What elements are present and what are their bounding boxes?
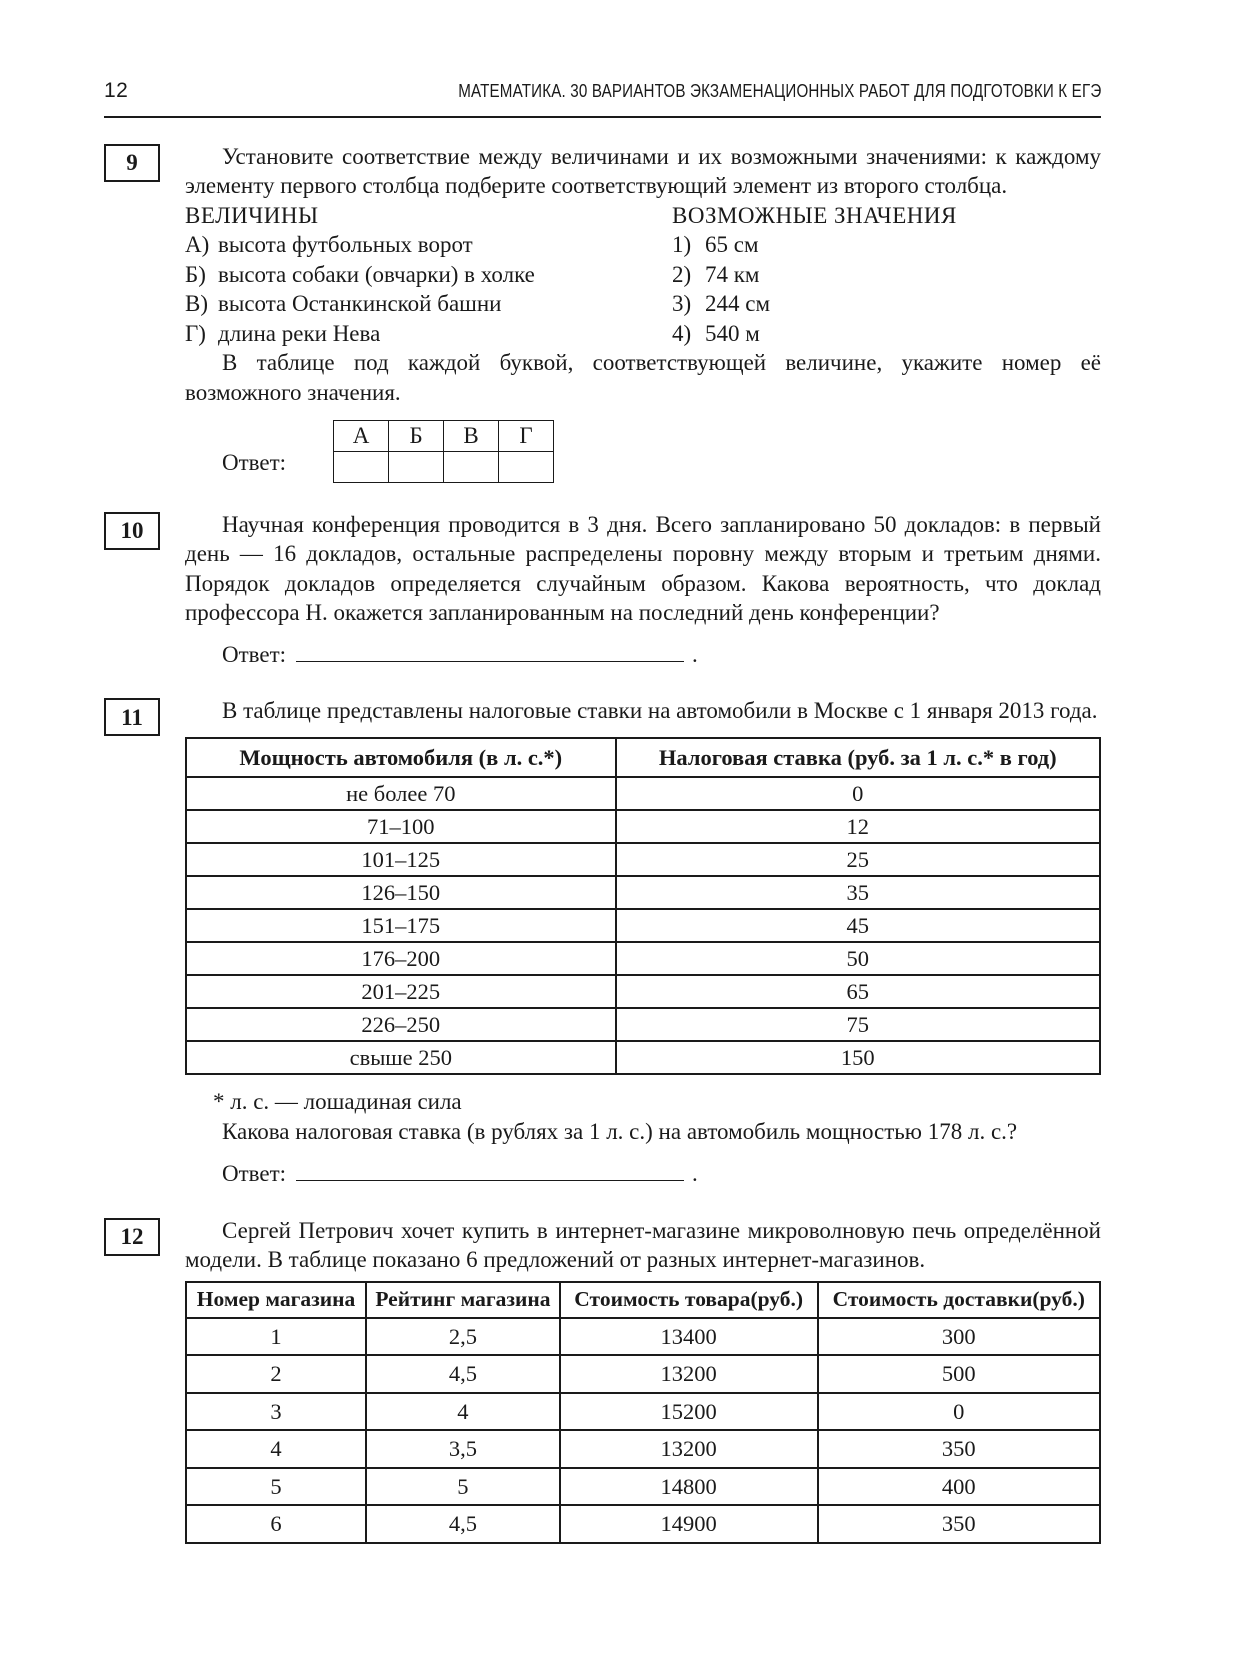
problem-11-number-box: 11 [104, 698, 160, 736]
table-cell: 65 [616, 975, 1100, 1008]
table-cell: 13200 [560, 1355, 818, 1393]
possible-values-header: ВОЗМОЖНЫЕ ЗНАЧЕНИЯ [672, 202, 957, 228]
quantity-item-label: Г) [185, 320, 206, 346]
possible-values-column [672, 201, 1101, 349]
answer-label: Ответ: [222, 1161, 287, 1187]
value-item [672, 260, 1101, 290]
value-item [672, 289, 1101, 319]
answer-grid-blank-cell [334, 451, 389, 482]
value-item-label: 3) [672, 291, 692, 316]
table-row [186, 843, 1100, 876]
table-row [186, 1041, 1100, 1074]
problem-10-text: Научная конференция проводится в 3 дня. Всего запланировано 50 докладов: в первый день — 16 докладов, остальные распределены поровну между вторым и третьим днями. Порядок докладов определяется случайным образом. Какова вероятность, что доклад профессора Н. окажется запланированным на последний день конференции? [185, 511, 1101, 625]
problem-10-number-box: 10 [104, 512, 160, 550]
answer-grid-blank-cell [444, 451, 499, 482]
value-item [672, 319, 1101, 349]
table-cell: 4 [186, 1430, 366, 1468]
table-cell: 14800 [560, 1468, 818, 1506]
table-cell: 25 [616, 843, 1100, 876]
answer-label: Ответ: [222, 450, 287, 475]
problem-10-answer-line [185, 637, 1101, 670]
table-cell: 201–225 [186, 975, 616, 1008]
problem-12-body [185, 1216, 1101, 1544]
table-cell: 126–150 [186, 876, 616, 909]
answer-grid-blank-cell [499, 451, 554, 482]
tax-rate-table [185, 737, 1101, 1075]
value-item-label: 4) [672, 320, 692, 346]
table-cell: 13400 [560, 1318, 818, 1356]
table-row [186, 975, 1100, 1008]
table-cell: 35 [616, 876, 1100, 909]
problem-9-answer-block [185, 420, 1101, 483]
quantity-item-text: длина реки Нева [218, 320, 381, 346]
table-cell: 15200 [560, 1393, 818, 1431]
answer-grid-header-cell: В [444, 421, 499, 452]
tax-table-header-cell: Налоговая ставка (руб. за 1 л. с.* в год) [616, 738, 1100, 777]
table-cell: 4,5 [366, 1505, 560, 1543]
table-cell: 176–200 [186, 942, 616, 975]
value-item-label: 1) [672, 232, 692, 257]
table-cell: 226–250 [186, 1008, 616, 1041]
table-row [186, 1318, 1100, 1356]
table-cell: 3 [186, 1393, 366, 1431]
table-cell: 3,5 [366, 1430, 560, 1468]
value-item [672, 230, 1101, 260]
problem-12-intro: Сергей Петрович хочет купить в интернет-магазине микроволновую печь определённой модели. В таблице показано 6 предложений от разных интернет-магазинов. [185, 1217, 1101, 1273]
table-cell: не более 70 [186, 777, 616, 810]
page-number: 12 [104, 79, 129, 102]
answer-blank [296, 637, 684, 662]
quantity-item-text: высота собаки (овчарки) в холке [218, 261, 535, 287]
quantity-item [185, 319, 672, 349]
value-item-text: 65 см [705, 232, 759, 257]
shop-table-header-row [186, 1282, 1100, 1318]
quantities-column [185, 201, 672, 349]
tax-table-header-cell: Мощность автомобиля (в л. с.*) [186, 738, 616, 777]
table-cell: 75 [616, 1008, 1100, 1041]
table-cell: 151–175 [186, 909, 616, 942]
page-header [104, 0, 1101, 106]
problem-12-number-box: 12 [104, 1218, 160, 1256]
quantity-item-text: высота футбольных ворот [218, 232, 473, 257]
table-cell: 14900 [560, 1505, 818, 1543]
table-row [186, 1505, 1100, 1543]
table-row [186, 942, 1100, 975]
running-head-title: МАТЕМАТИКА. 30 ВАРИАНТОВ ЭКЗАМЕНАЦИОННЫХ РАБОТ ДЛЯ ПОДГОТОВКИ К ЕГЭ [457, 80, 1101, 101]
quantity-item-label: В) [185, 291, 208, 316]
table-row [186, 1430, 1100, 1468]
value-item-text: 540 м [705, 320, 760, 346]
horsepower-footnote: * л. с. — лошадиная сила [213, 1088, 462, 1114]
problem-11-answer-line [185, 1156, 1101, 1189]
table-cell: 400 [818, 1468, 1100, 1506]
table-cell: 2 [186, 1355, 366, 1393]
shop-table-header-cell: Номер магазина [186, 1282, 366, 1318]
problem-9-intro: Установите соответствие между величинами и их возможными значениями: к каждому элементу первого столбца подберите соответствующий элемент из второго столбца. [185, 143, 1101, 198]
answer-grid-header-row [334, 421, 554, 452]
problem-10 [104, 510, 1101, 670]
table-cell: 12 [616, 810, 1100, 843]
table-row [186, 1468, 1100, 1506]
shop-table-header-cell: Стоимость доставки(руб.) [818, 1282, 1100, 1318]
table-cell: 5 [186, 1468, 366, 1506]
table-cell: 71–100 [186, 810, 616, 843]
table-row [186, 777, 1100, 810]
quantities-header: ВЕЛИЧИНЫ [185, 202, 319, 228]
problem-10-body [185, 510, 1101, 670]
answer-grid-table [333, 420, 554, 483]
table-cell: свыше 250 [186, 1041, 616, 1074]
table-cell: 0 [818, 1393, 1100, 1431]
value-item-text: 244 см [705, 291, 771, 316]
problem-9-number-box: 9 [104, 144, 160, 182]
table-cell: 6 [186, 1505, 366, 1543]
problem-11-intro: В таблице представлены налоговые ставки на автомобили в Москве с 1 января 2013 года. [222, 698, 1098, 724]
table-row [186, 810, 1100, 843]
table-cell: 350 [818, 1430, 1100, 1468]
table-cell: 350 [818, 1505, 1100, 1543]
table-row [186, 1008, 1100, 1041]
header-rule [104, 116, 1101, 118]
quantity-item-label: Б) [185, 261, 206, 287]
shop-table-header-cell: Рейтинг магазина [366, 1282, 560, 1318]
problem-9-outro: В таблице под каждой буквой, соответствующей величине, укажите номер её возможного значения. [185, 350, 1101, 405]
problem-9 [104, 142, 1101, 483]
answer-grid-blank-row [334, 451, 554, 482]
answer-grid-header-cell: А [334, 421, 389, 452]
answer-grid-header-cell: Б [389, 421, 444, 452]
table-row [186, 1355, 1100, 1393]
tax-table-header-row [186, 738, 1100, 777]
problem-9-match-grid [185, 201, 1101, 349]
table-cell: 101–125 [186, 843, 616, 876]
problem-11 [104, 696, 1101, 1188]
answer-blank [296, 1156, 684, 1181]
answer-grid-header-cell: Г [499, 421, 554, 452]
shop-offers-table [185, 1281, 1101, 1544]
quantity-item-label: А) [185, 232, 210, 257]
problem-11-question: Какова налоговая ставка (в рублях за 1 л. с.) на автомобиль мощностью 178 л. с.? [222, 1119, 1018, 1145]
answer-suffix: . [692, 641, 698, 667]
table-cell: 150 [616, 1041, 1100, 1074]
shop-table-header-cell: Стоимость товара(руб.) [560, 1282, 818, 1318]
table-cell: 0 [616, 777, 1100, 810]
table-cell: 500 [818, 1355, 1100, 1393]
table-cell: 300 [818, 1318, 1100, 1356]
table-cell: 4,5 [366, 1355, 560, 1393]
table-cell: 45 [616, 909, 1100, 942]
problem-12 [104, 1216, 1101, 1544]
quantity-item [185, 289, 672, 319]
table-row [186, 1393, 1100, 1431]
table-cell: 5 [366, 1468, 560, 1506]
table-cell: 4 [366, 1393, 560, 1431]
table-row [186, 876, 1100, 909]
answer-label: Ответ: [222, 641, 287, 667]
answer-grid-blank-cell [389, 451, 444, 482]
table-row [186, 909, 1100, 942]
table-cell: 1 [186, 1318, 366, 1356]
value-item-label: 2) [672, 261, 692, 287]
answer-suffix: . [692, 1161, 698, 1187]
quantity-item [185, 260, 672, 290]
problem-9-body [185, 142, 1101, 483]
value-item-text: 74 км [705, 261, 760, 287]
table-cell: 13200 [560, 1430, 818, 1468]
table-cell: 2,5 [366, 1318, 560, 1356]
problem-11-body [185, 696, 1101, 1188]
quantity-item-text: высота Останкинской башни [218, 291, 502, 316]
quantity-item [185, 230, 672, 260]
table-cell: 50 [616, 942, 1100, 975]
